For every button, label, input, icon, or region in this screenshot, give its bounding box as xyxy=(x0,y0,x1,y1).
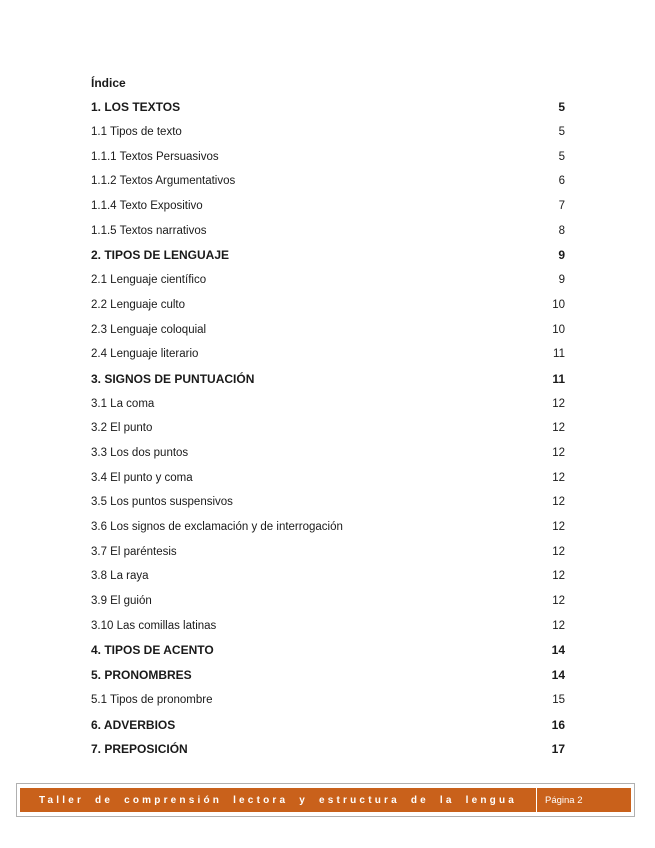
toc-entry-title: 3.9 El guión xyxy=(91,595,152,608)
toc-entry-title: 1.1.5 Textos narrativos xyxy=(91,224,207,237)
toc-entry-page: 6 xyxy=(558,175,565,188)
page-footer xyxy=(16,783,635,817)
toc-subsection-entry[interactable] xyxy=(91,613,565,638)
toc-subsection-entry[interactable] xyxy=(91,589,565,614)
toc-subsection-entry[interactable] xyxy=(91,194,565,219)
toc-entry-page: 15 xyxy=(552,693,565,706)
toc-section-entry[interactable] xyxy=(91,737,565,762)
toc-entry-title: 3.8 La raya xyxy=(91,570,149,583)
toc-section-entry[interactable] xyxy=(91,367,565,392)
toc-entry-title: 3.4 El punto y coma xyxy=(91,471,193,484)
toc-subsection-entry[interactable] xyxy=(91,441,565,466)
table-of-contents xyxy=(91,95,565,762)
toc-entry-page: 16 xyxy=(551,717,565,732)
toc-entry-title: 5.1 Tipos de pronombre xyxy=(91,693,213,706)
toc-entry-title: 3.10 Las comillas latinas xyxy=(91,619,217,632)
toc-entry-page: 12 xyxy=(552,595,565,608)
toc-entry-title: 3.7 El paréntesis xyxy=(91,545,177,558)
toc-entry-title: 1.1.2 Textos Argumentativos xyxy=(91,175,236,188)
toc-entry-title: 3.3 Los dos puntos xyxy=(91,446,189,459)
toc-entry-page: 5 xyxy=(558,150,565,163)
toc-section-entry[interactable] xyxy=(91,243,565,268)
toc-entry-page: 9 xyxy=(558,248,565,263)
toc-entry-title: 4. TIPOS DE ACENTO xyxy=(91,643,214,658)
toc-entry-page: 8 xyxy=(558,224,565,237)
toc-entry-page: 5 xyxy=(558,126,565,139)
toc-entry-title: 2. TIPOS DE LENGUAJE xyxy=(91,248,230,263)
toc-subsection-entry[interactable] xyxy=(91,342,565,367)
toc-entry-page: 14 xyxy=(551,668,565,683)
toc-entry-page: 11 xyxy=(552,371,565,386)
toc-entry-page: 12 xyxy=(552,521,565,534)
toc-entry-title: 6. ADVERBIOS xyxy=(91,717,176,732)
toc-subsection-entry[interactable] xyxy=(91,120,565,145)
toc-subsection-entry[interactable] xyxy=(91,416,565,441)
toc-subsection-entry[interactable] xyxy=(91,391,565,416)
toc-entry-title: 2.1 Lenguaje científico xyxy=(91,274,207,287)
toc-subsection-entry[interactable] xyxy=(91,169,565,194)
toc-entry-title: 5. PRONOMBRES xyxy=(91,668,192,683)
toc-entry-page: 9 xyxy=(558,274,565,287)
toc-subsection-entry[interactable] xyxy=(91,539,565,564)
toc-heading: Índice xyxy=(91,76,126,90)
toc-entry-title: 3.2 El punto xyxy=(91,422,153,435)
toc-subsection-entry[interactable] xyxy=(91,515,565,540)
toc-subsection-entry[interactable] xyxy=(91,218,565,243)
toc-entry-title: 7. PREPOSICIÓN xyxy=(91,742,188,757)
toc-entry-title: 3.1 La coma xyxy=(91,397,155,410)
toc-section-entry[interactable] xyxy=(91,712,565,737)
toc-entry-page: 7 xyxy=(558,200,565,213)
toc-entry-page: 10 xyxy=(552,298,565,311)
toc-entry-title: 3.6 Los signos de exclamación y de interrogación xyxy=(91,521,343,534)
toc-subsection-entry[interactable] xyxy=(91,564,565,589)
toc-entry-page: 5 xyxy=(558,100,565,115)
toc-entry-page: 12 xyxy=(552,619,565,632)
footer-page-number: Página 2 xyxy=(545,794,583,806)
toc-subsection-entry[interactable] xyxy=(91,317,565,342)
toc-entry-title: 2.4 Lenguaje literario xyxy=(91,348,199,361)
toc-entry-title: 1.1 Tipos de texto xyxy=(91,126,182,139)
toc-subsection-entry[interactable] xyxy=(91,144,565,169)
toc-entry-page: 12 xyxy=(552,545,565,558)
toc-entry-page: 14 xyxy=(551,643,565,658)
toc-entry-title: 3.5 Los puntos suspensivos xyxy=(91,496,233,509)
toc-entry-title: 2.3 Lenguaje coloquial xyxy=(91,323,207,336)
footer-bar xyxy=(20,788,631,812)
toc-entry-title: 1.1.1 Textos Persuasivos xyxy=(91,150,219,163)
toc-entry-page: 12 xyxy=(552,397,565,410)
toc-subsection-entry[interactable] xyxy=(91,293,565,318)
toc-entry-page: 12 xyxy=(552,570,565,583)
toc-section-entry[interactable] xyxy=(91,638,565,663)
toc-subsection-entry[interactable] xyxy=(91,490,565,515)
toc-entry-title: 1.1.4 Texto Expositivo xyxy=(91,200,203,213)
toc-subsection-entry[interactable] xyxy=(91,688,565,713)
toc-section-entry[interactable] xyxy=(91,95,565,120)
toc-entry-title: 2.2 Lenguaje culto xyxy=(91,298,185,311)
toc-entry-page: 17 xyxy=(551,742,565,757)
toc-entry-title: 1. LOS TEXTOS xyxy=(91,100,181,115)
footer-title: Taller de comprensión lectora y estructura de la lengua xyxy=(38,794,518,806)
toc-entry-page: 12 xyxy=(552,446,565,459)
toc-entry-page: 12 xyxy=(552,496,565,509)
toc-entry-page: 12 xyxy=(552,471,565,484)
toc-subsection-entry[interactable] xyxy=(91,268,565,293)
toc-entry-page: 11 xyxy=(553,348,565,361)
toc-section-entry[interactable] xyxy=(91,663,565,688)
toc-entry-page: 12 xyxy=(552,422,565,435)
toc-entry-page: 10 xyxy=(552,323,565,336)
toc-entry-title: 3. SIGNOS DE PUNTUACIÓN xyxy=(91,371,255,386)
toc-subsection-entry[interactable] xyxy=(91,465,565,490)
